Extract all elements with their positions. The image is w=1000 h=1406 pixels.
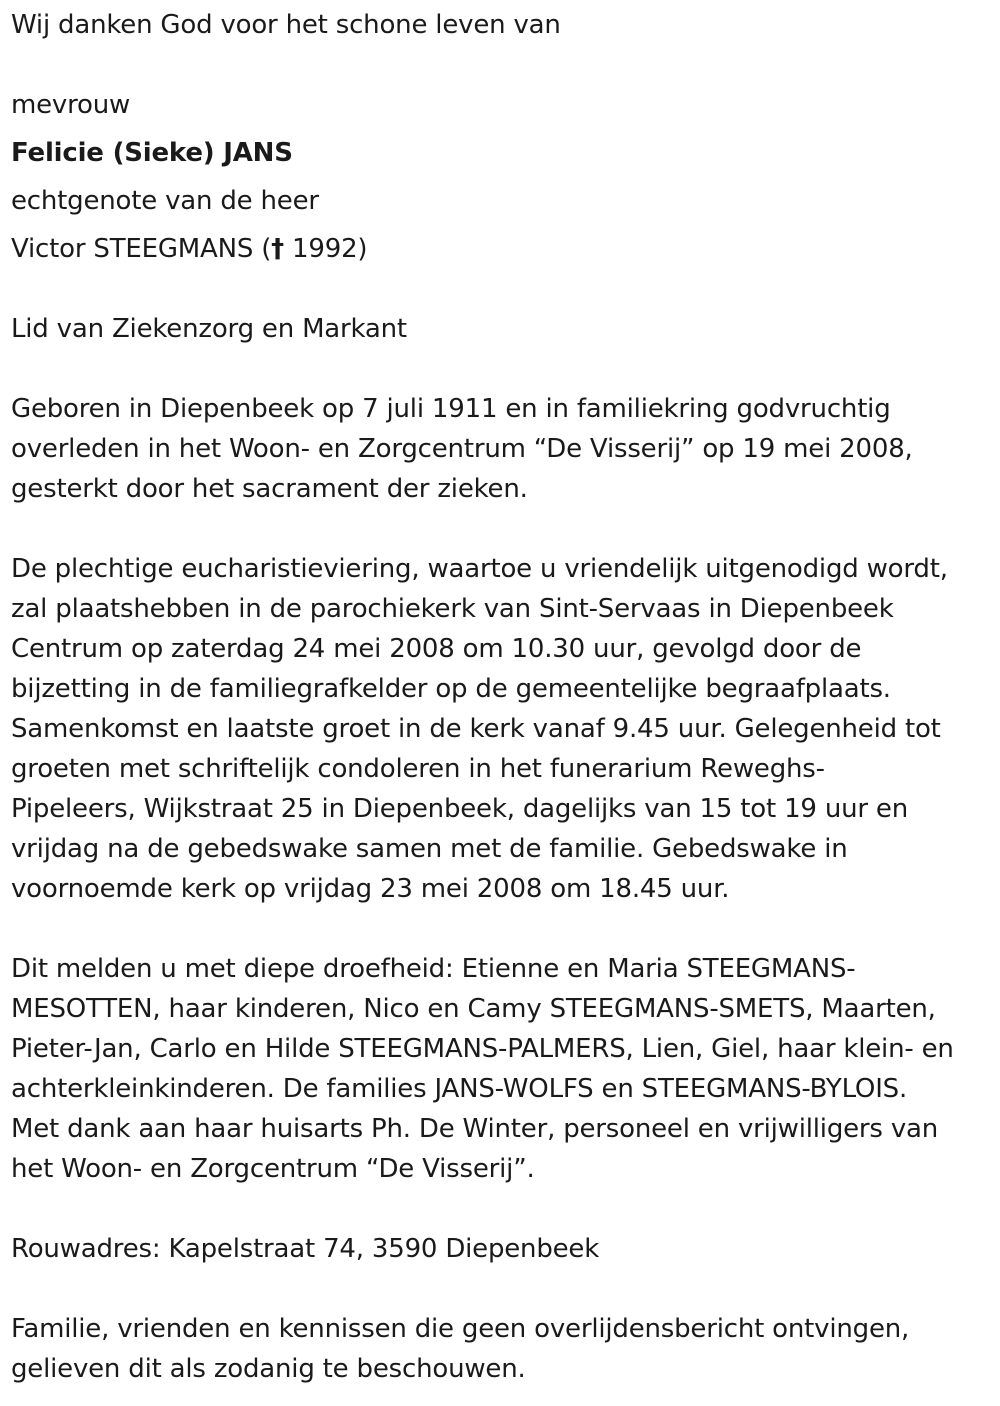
paragraph-line: zal plaatshebben in de parochiekerk van Sint-Servaas in Diepenbeek [11,594,894,624]
paragraph-line: Pieter-Jan, Carlo en Hilde STEEGMANS-PALMERS, Lien, Giel, haar klein- en [11,1034,954,1064]
paragraph-line: Familie, vrienden en kennissen die geen overlijdensbericht ontvingen, [11,1314,910,1344]
spouse-intro: echtgenote van de heer [11,186,319,216]
paragraph-line: gelieven dit als zodanig te beschouwen. [11,1354,526,1384]
paragraph-line: het Woon- en Zorgcentrum “De Visserij”. [11,1154,535,1184]
cross-icon: † [271,234,284,264]
membership-text: Lid van Ziekenzorg en Markant [11,314,407,344]
paragraph-line: overleden in het Woon- en Zorgcentrum “De Visserij” op 19 mei 2008, [11,434,913,464]
paragraph-line: Pipeleers, Wijkstraat 25 in Diepenbeek, dagelijks van 15 tot 19 uur en [11,794,909,824]
paragraph-line: gesterkt door het sacrament der zieken. [11,474,528,504]
spouse-name: Victor STEEGMANS ( [11,234,272,264]
paragraph-line: achterkleinkinderen. De families JANS-WOLFS en STEEGMANS-BYLOIS. [11,1074,908,1104]
paragraph-line: vrijdag na de gebedswake samen met de familie. Gebedswake in [11,834,848,864]
deceased-name: Felicie (Sieke) JANS [11,138,293,168]
spouse-line [11,236,367,262]
paragraph-line: groeten met schriftelijk condoleren in het funerarium Reweghs- [11,754,825,784]
paragraph-line: De plechtige eucharistieviering, waartoe u vriendelijk uitgenodigd wordt, [11,554,948,584]
title-prefix: mevrouw [11,90,131,120]
paragraph-line: bijzetting in de familiegrafkelder op de gemeentelijke begraafplaats. [11,674,891,704]
paragraph-line: Met dank aan haar huisarts Ph. De Winter, personeel en vrijwilligers van [11,1114,939,1144]
paragraph-line: Dit melden u met diepe droefheid: Etienne en Maria STEEGMANS- [11,954,856,984]
paragraph-line: Centrum op zaterdag 24 mei 2008 om 10.30 uur, gevolgd door de [11,634,862,664]
mourning-address: Rouwadres: Kapelstraat 74, 3590 Diepenbeek [11,1234,600,1264]
paragraph-line: Geboren in Diepenbeek op 7 juli 1911 en in familiekring godvruchtig [11,394,891,424]
paragraph-line: voornoemde kerk op vrijdag 23 mei 2008 om 18.45 uur. [11,874,730,904]
intro-text: Wij danken God voor het schone leven van [11,10,561,40]
paragraph-line: Samenkomst en laatste groet in de kerk vanaf 9.45 uur. Gelegenheid tot [11,714,941,744]
paragraph-line: MESOTTEN, haar kinderen, Nico en Camy STEEGMANS-SMETS, Maarten, [11,994,936,1024]
spouse-death-year: 1992) [283,234,368,264]
